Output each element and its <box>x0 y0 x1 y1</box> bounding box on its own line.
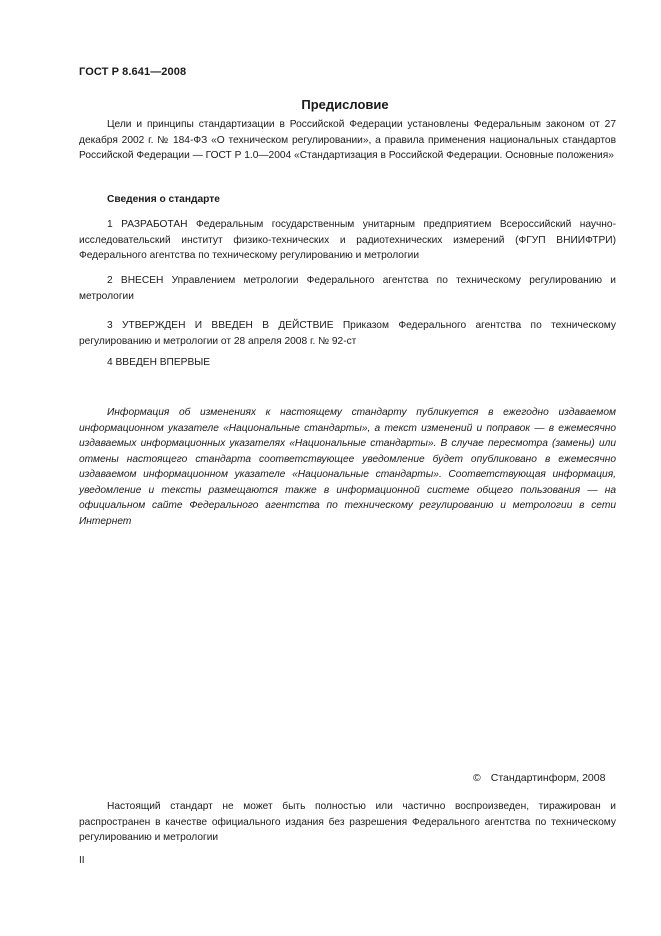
changes-notice-paragraph: Информация об изменениях к настоящему стандарту публикуется в ежегодно издаваемом информационном указателе «Национальные стандарты», а текст изменений и поправок — в ежемесячно издаваемых информационных указателях «Национальные стандарты». В случае пересмотра (замены) или отмены настоящего стандарта соответствующее уведомление будет опубликовано в ежемесячно издаваемом информационном указателе «Национальные стандарты». Соответствующая информация, уведомление и тексты размещаются также в информационной системе общего пользования — на официальном сайте Федерального агентства по техническому регулированию и метрологии в сети Интернет <box>79 407 616 527</box>
document-code-header: ГОСТ Р 8.641—2008 <box>79 66 187 78</box>
page-number: II <box>79 855 85 866</box>
standard-info-item-4: 4 ВВЕДЕН ВПЕРВЫЕ <box>107 357 211 368</box>
standard-info-item-3: 3 УТВЕРЖДЕН И ВВЕДЕН В ДЕЙСТВИЕ Приказом Федерального агентства по техническому регулированию и метрологии от 28 апреля 2008 г. № 92-ст <box>79 320 616 347</box>
reproduction-notice-paragraph: Настоящий стандарт не может быть полностью или частично воспроизведен, тиражирован и распространен в качестве официального издания без разрешения Федерального агентства по техническому регулированию и метрологии <box>79 801 616 843</box>
standard-info-item-1: 1 РАЗРАБОТАН Федеральным государственным унитарным предприятием Всероссийский научно-исследовательский институт физико-технических и радиотехнических измерений (ФГУП ВНИИФТРИ) Федерального агентства по техническому регулированию и метрологии <box>79 219 616 261</box>
copyright-line <box>473 772 605 784</box>
preface-intro-paragraph: Цели и принципы стандартизации в Российской Федерации установлены Федеральным законом от 27 декабря 2002 г. № 184-ФЗ «О техническом регулировании», а правила применения национальных стандартов Российской Федерации — ГОСТ Р 1.0—2004 «Стандартизация в Российской Федерации. Основные положения» <box>79 119 616 161</box>
standard-info-item-2: 2 ВНЕСЕН Управлением метрологии Федерального агентства по техническому регулированию и метрологии <box>79 275 616 302</box>
preface-title: Предисловие <box>301 97 389 112</box>
copyright-symbol: © <box>473 772 481 784</box>
copyright-text: Стандартинформ, 2008 <box>490 772 606 784</box>
standard-info-heading: Сведения о стандарте <box>107 194 220 205</box>
